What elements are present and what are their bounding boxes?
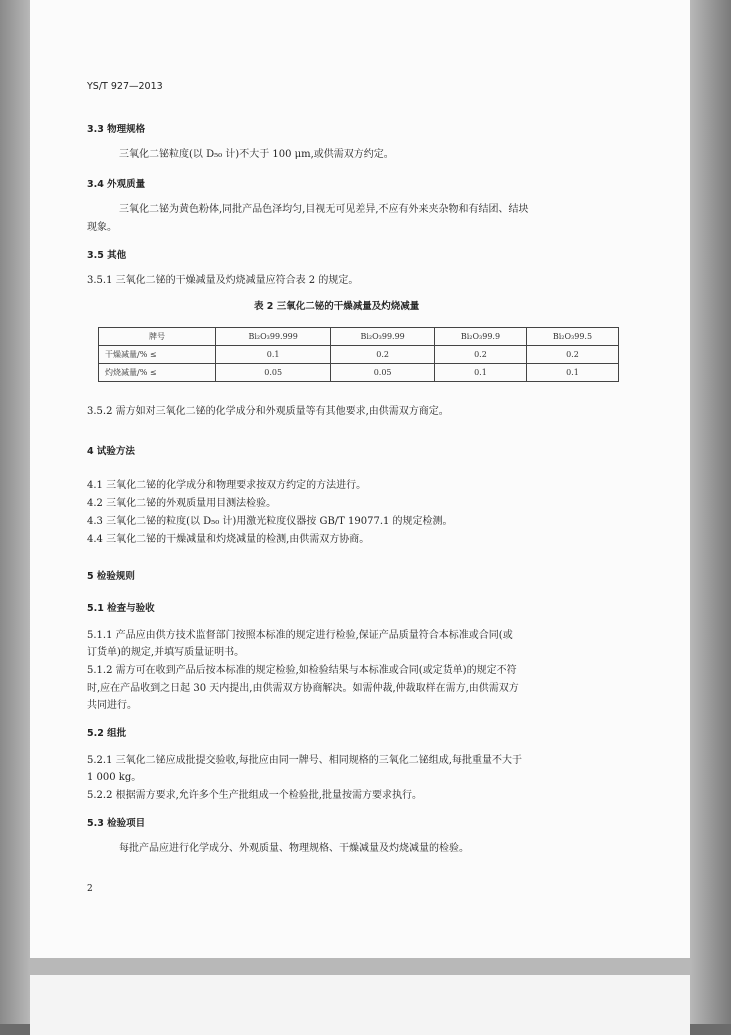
section-3-4-line2: 现象。 [87, 222, 117, 233]
table-row [99, 346, 619, 364]
table-header-cell: 牌号 [99, 328, 216, 346]
table-cell: 0.1 [434, 364, 526, 382]
table-cell: 0.1 [526, 364, 618, 382]
section-3-5-heading: 3.5 其他 [87, 250, 127, 261]
section-5-2-2-text: 5.2.2 根据需方要求,允许多个生产批组成一个检验批,批量按需方要求执行。 [87, 790, 422, 801]
table-header-row [99, 328, 619, 346]
page-number: 2 [87, 884, 93, 894]
section-4-3-text: 4.3 三氧化二铋的粒度(以 D₅₀ 计)用激光粒度仪器按 GB/T 19077.1 的规定检测。 [87, 516, 453, 527]
table-header-cell: Bi₂O₃99.999 [216, 328, 331, 346]
section-5-1-1-line1: 5.1.1 产品应由供方技术监督部门按照本标准的规定进行检验,保证产品质量符合本标准或合同(或 [87, 630, 513, 641]
table-header-cell: Bi₂O₃99.5 [526, 328, 618, 346]
section-3-3-heading: 3.3 物理规格 [87, 124, 146, 135]
section-5-2-heading: 5.2 组批 [87, 728, 127, 739]
section-5-2-1-line1: 5.2.1 三氧化二铋应成批提交验收,每批应由同一牌号、相同规格的三氧化二铋组成,每批重量不大于 [87, 755, 522, 766]
table-row-label: 干燥减量/% ≤ [99, 346, 216, 364]
table-2 [98, 327, 619, 382]
section-5-1-heading: 5.1 检查与验收 [87, 603, 155, 614]
section-5-1-2-line1: 5.1.2 需方可在收到产品后按本标准的规定检验,如检验结果与本标准或合同(或定货单)的规定不符 [87, 665, 517, 676]
table-header-cell: Bi₂O₃99.9 [434, 328, 526, 346]
table-cell: 0.05 [331, 364, 435, 382]
section-5-1-2-line3: 共同进行。 [87, 700, 137, 711]
document-page[interactable] [30, 0, 690, 958]
section-4-heading: 4 试验方法 [87, 446, 135, 457]
section-3-4-heading: 3.4 外观质量 [87, 179, 146, 190]
table-cell: 0.1 [216, 346, 331, 364]
table-cell: 0.05 [216, 364, 331, 382]
section-4-4-text: 4.4 三氧化二铋的干燥减量和灼烧减量的检测,由供需双方协商。 [87, 534, 370, 545]
section-5-1-1-line2: 订货单)的规定,并填写质量证明书。 [87, 647, 245, 658]
table-header-cell: Bi₂O₃99.99 [331, 328, 435, 346]
table-cell: 0.2 [434, 346, 526, 364]
section-3-4-line1: 三氧化二铋为黄色粉体,同批产品色泽均匀,目视无可见差异,不应有外来夹杂物和有结团、结块 [119, 204, 529, 215]
section-4-1-text: 4.1 三氧化二铋的化学成分和物理要求按双方约定的方法进行。 [87, 480, 367, 491]
section-5-2-1-line2: 1 000 kg。 [87, 772, 142, 783]
table-row [99, 364, 619, 382]
section-5-3-text: 每批产品应进行化学成分、外观质量、物理规格、干燥减量及灼烧减量的检验。 [119, 843, 469, 854]
section-3-5-1-text: 3.5.1 三氧化二铋的干燥减量及灼烧减量应符合表 2 的规定。 [87, 275, 359, 286]
next-page[interactable] [30, 975, 690, 1035]
standard-number: YS/T 927—2013 [87, 81, 163, 92]
section-5-heading: 5 检验规则 [87, 571, 135, 582]
section-3-5-2-text: 3.5.2 需方如对三氧化二铋的化学成分和外观质量等有其他要求,由供需双方商定。 [87, 406, 449, 417]
table-cell: 0.2 [526, 346, 618, 364]
table-row-label: 灼烧减量/% ≤ [99, 364, 216, 382]
section-4-2-text: 4.2 三氧化二铋的外观质量用目测法检验。 [87, 498, 277, 509]
table-2-caption: 表 2 三氧化二铋的干燥减量及灼烧减量 [254, 301, 420, 312]
section-5-1-2-line2: 时,应在产品收到之日起 30 天内提出,由供需双方协商解决。如需仲裁,仲裁取样在需方,由供需双方 [87, 683, 519, 694]
section-5-3-heading: 5.3 检验项目 [87, 818, 146, 829]
section-3-3-text: 三氧化二铋粒度(以 D₅₀ 计)不大于 100 μm,或供需双方约定。 [119, 149, 394, 160]
table-cell: 0.2 [331, 346, 435, 364]
